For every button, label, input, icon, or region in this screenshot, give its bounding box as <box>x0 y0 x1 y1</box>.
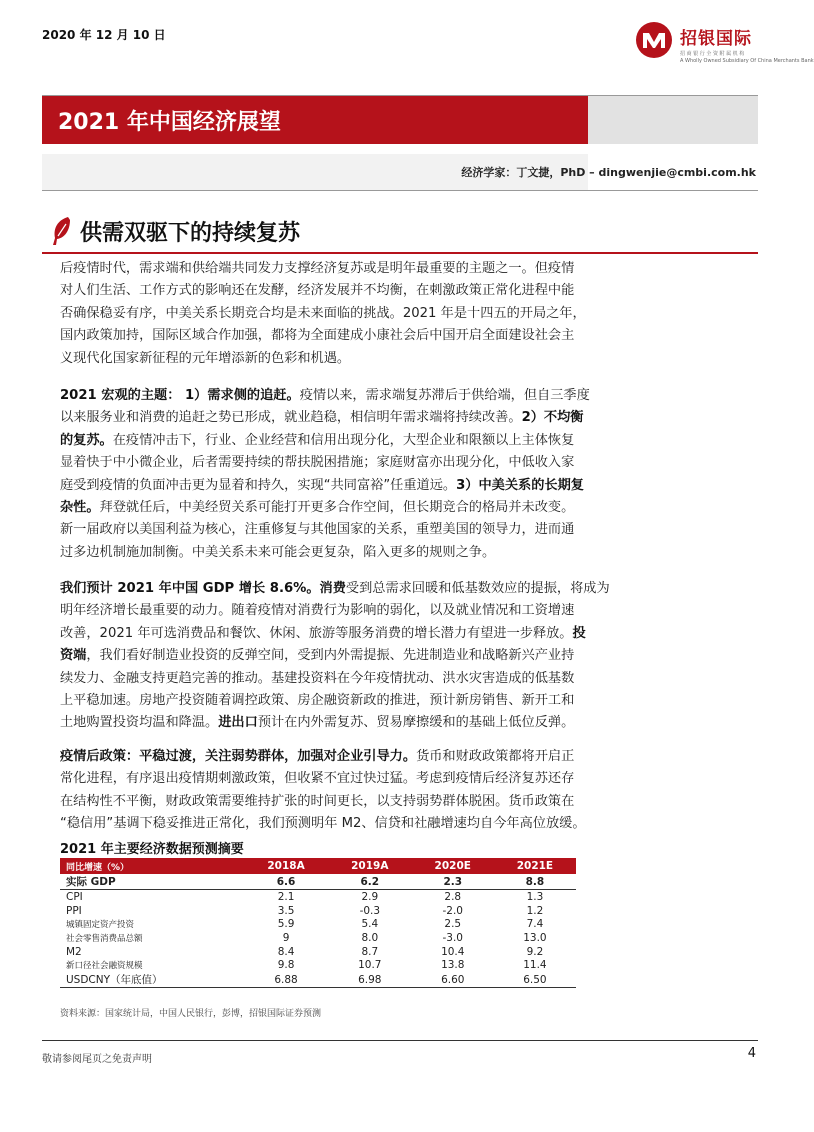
cmbi-logo <box>634 14 814 74</box>
table-row <box>60 931 576 945</box>
author-rule <box>42 190 758 191</box>
table-cell: 6.60 <box>412 972 494 988</box>
table-cell: -0.3 <box>359 904 381 917</box>
text-line: 常化进程，有序退出疫情期刺激政策，但收紧不宜过快过猛。考虑到疫情后经济复苏还存 <box>60 771 575 787</box>
table-cell: 13.0 <box>523 931 547 944</box>
author-line: 经济学家：丁文捷，PhD – dingwenjie@cmbi.com.hk <box>461 166 756 179</box>
table-cell: 2.1 <box>277 890 295 903</box>
logo-name: 招银国际 <box>680 29 752 49</box>
text-line <box>60 645 740 667</box>
table-header-row <box>60 858 576 874</box>
text-run: 以来服务业和消费的追赶之势已形成，就业趋稳，相信明年需求端将持续改善。 <box>60 410 522 426</box>
bold-text: 进出口 <box>218 715 258 731</box>
text-line: 显着快于中小微企业，后者需要持续的帮扶脱困措施；家庭财富亦出现分化，中低收入家 <box>60 455 575 471</box>
table-cell: 8.4 <box>277 945 295 958</box>
text-run: 改善，2021 年可选消费品和餐饮、休闲、旅游等服务消费的增长潜力有望进一步释放。 <box>60 625 573 641</box>
text-line <box>60 385 740 407</box>
title-bar-grey <box>588 96 758 144</box>
bold-text: 我们预计 2021 年中国 GDP 增长 8.6%。 <box>60 581 320 596</box>
row-label: USDCNY（年底值） <box>60 972 244 988</box>
column-header: 2020E <box>412 858 494 874</box>
page-title: 2021 年中国经济展望 <box>58 110 281 135</box>
bold-text: 疫情后政策：平稳过渡，关注弱势群体，加强对企业引导力。 <box>60 749 417 764</box>
table-source: 资料来源：国家统计局，中国人民银行，彭博，招银国际证券预测 <box>60 1009 322 1019</box>
bold-text: 2）不均衡 <box>521 410 584 426</box>
table-cell: 7.4 <box>526 918 544 931</box>
feather-icon <box>50 216 72 246</box>
text-run: 疫情以来，需求端复苏滞后于供给端，但自三季度 <box>299 388 590 403</box>
table-cell: 9.8 <box>277 959 295 972</box>
table-cell: -3.0 <box>442 931 463 944</box>
table-cell: 6.6 <box>244 874 328 890</box>
table-cell: 1.2 <box>526 904 544 917</box>
table-cell: 2.5 <box>444 918 462 931</box>
table-cell: 10.7 <box>358 959 382 972</box>
page-number: 4 <box>747 1046 756 1061</box>
table-cell: 6.88 <box>244 972 328 988</box>
table-title: 2021 年主要经济数据预测摘要 <box>60 842 244 857</box>
text-line: 对人们生活、工作方式的影响还在发酵，经济发展并不均衡，在刺激政策正常化进程中能 <box>60 283 575 299</box>
text-line <box>60 497 740 519</box>
table-cell: 6.2 <box>328 874 412 890</box>
table-cell: 10.4 <box>441 945 465 958</box>
table-cell: 3.5 <box>277 904 295 917</box>
text-run: 在疫情冲击下，行业、企业经营和信用出现分化，大型企业和限额以上主体恢复 <box>112 432 575 448</box>
footer-rule <box>42 1040 758 1041</box>
table-cell: 8.7 <box>361 945 379 958</box>
text-line <box>60 475 740 497</box>
row-label: 实际 GDP <box>60 874 244 890</box>
bold-text: 消费 <box>319 581 346 596</box>
text-line: 续发力、金融支持更趋完善的推动。基建投资料在今年疫情扰动、洪水灾害造成的低基数 <box>60 670 575 686</box>
table-cell: 2.8 <box>444 890 462 903</box>
row-label: M2 <box>66 945 82 958</box>
cmbi-logo-icon <box>634 20 674 60</box>
table-cell: 6.50 <box>494 972 576 988</box>
paragraph-intro <box>60 258 740 370</box>
text-line: 新一届政府以美国利益为核心，注重修复与其他国家的关系，重塑美国的领导力，进而通 <box>60 522 575 538</box>
text-line: 上平稳加速。房地产投资随着调控政策、房企融资新政的推进，预计新房销售、新开工和 <box>60 692 575 708</box>
text-line <box>60 407 740 429</box>
forecast-table <box>60 858 576 988</box>
bold-text: 3）中美关系的长期复 <box>456 477 584 493</box>
table-cell: 8.0 <box>361 931 379 944</box>
text-line: 在结构性不平衡，财政政策需要维持扩张的时间更长，以支持弱势群体脱困。货币政策在 <box>60 793 575 809</box>
bold-text: 2021 宏观的主题： 1）需求侧的追赶。 <box>60 388 300 403</box>
logo-subtitle: 招 商 银 行 全 资 附 属 机 构 <box>680 51 745 57</box>
table-row <box>60 958 576 972</box>
table-row <box>60 874 576 890</box>
table-cell: 2.3 <box>412 874 494 890</box>
text-line <box>60 746 740 768</box>
text-run: 土地购置投资均温和降温。 <box>60 715 219 731</box>
section-title: 供需双驱下的持续复苏 <box>80 221 301 246</box>
text-line: 国内政策加持，国际区域合作加强，都将为全面建成小康社会后中国开启全面建设社会主 <box>60 328 575 344</box>
table-cell: 9 <box>282 931 290 944</box>
table-cell: 1.3 <box>526 890 544 903</box>
row-label: CPI <box>66 890 83 903</box>
row-label: 新口径社会融资规模 <box>66 961 143 972</box>
text-line: 否确保稳妥有序，中美关系长期竞合均是未来面临的挑战。2021 年是十四五的开局之年， <box>60 305 586 321</box>
paragraph-gdp <box>60 578 740 735</box>
table-cell: 9.2 <box>526 945 544 958</box>
bold-text: 投 <box>572 625 586 641</box>
text-run: 拜登就任后，中美经贸关系可能打开更多合作空间，但长期竞合的格局并未改变。 <box>99 499 575 515</box>
author-bar-wedge <box>140 144 188 154</box>
table-cell: 11.4 <box>523 959 547 972</box>
row-label: PPI <box>66 904 82 917</box>
text-line <box>60 430 740 452</box>
bold-text: 杂性。 <box>60 499 100 515</box>
text-run: ，我们看好制造业投资的反弹空间，受到内外需提振、先进制造业和战略新兴产业持 <box>86 648 575 664</box>
text-run: 预计在内外需复苏、贸易摩擦缓和的基础上低位反弹。 <box>257 715 575 731</box>
column-header: 2019A <box>328 858 412 874</box>
text-line: 后疫情时代，需求端和供给端共同发力支撑经济复苏或是明年最重要的主题之一。但疫情 <box>60 261 575 276</box>
column-header: 2021E <box>494 858 576 874</box>
paragraph-policy <box>60 746 740 836</box>
text-run: 受到总需求回暖和低基数效应的提振，将成为 <box>345 581 610 596</box>
logo-english: A Wholly Owned Subsidiary Of China Merchants Bank <box>680 58 814 64</box>
table-row <box>60 945 576 959</box>
text-run: 货币和财政政策都将开启正 <box>416 749 575 764</box>
text-line: 明年经济增长最重要的动力。随着疫情对消费行为影响的弱化，以及就业情况和工资增速 <box>60 603 575 619</box>
row-label: 城镇固定资产投资 <box>66 920 135 931</box>
table-cell: 2.9 <box>361 890 379 903</box>
bold-text: 资端 <box>60 648 87 664</box>
table-row <box>60 904 576 918</box>
table-cell: 8.8 <box>494 874 576 890</box>
footer-disclaimer: 敬请参阅尾页之免责声明 <box>42 1054 152 1065</box>
table-cell: 5.9 <box>277 918 295 931</box>
section-rule <box>42 252 758 254</box>
text-line <box>60 623 740 645</box>
table-row <box>60 972 576 988</box>
column-header: 2018A <box>244 858 328 874</box>
text-line: “稳信用”基调下稳妥推进正常化，我们预测明年 M2、信贷和社融增速均自今年高位放缓。 <box>60 816 586 832</box>
table-cell: 5.4 <box>361 918 379 931</box>
paragraph-themes <box>60 385 740 564</box>
column-header: 同比增速（%） <box>60 858 244 874</box>
table-row <box>60 890 576 904</box>
row-label: 社会零售消费品总额 <box>66 933 143 944</box>
bold-text: 的复苏。 <box>60 432 113 448</box>
table-cell: 13.8 <box>441 959 465 972</box>
table-cell: 6.98 <box>328 972 412 988</box>
text-run: 庭受到疫情的负面冲击更为显着和持久，实现“共同富裕”任重道远。 <box>60 477 457 493</box>
report-date: 2020 年 12 月 10 日 <box>42 28 166 42</box>
text-line <box>60 712 740 734</box>
text-line: 义现代化国家新征程的元年增添新的色彩和机遇。 <box>60 350 351 366</box>
table-row <box>60 917 576 931</box>
text-line <box>60 578 740 600</box>
table-cell: -2.0 <box>442 904 463 917</box>
text-line: 过多边机制施加制衡。中美关系未来可能会更复杂，陷入更多的规则之争。 <box>60 544 496 560</box>
